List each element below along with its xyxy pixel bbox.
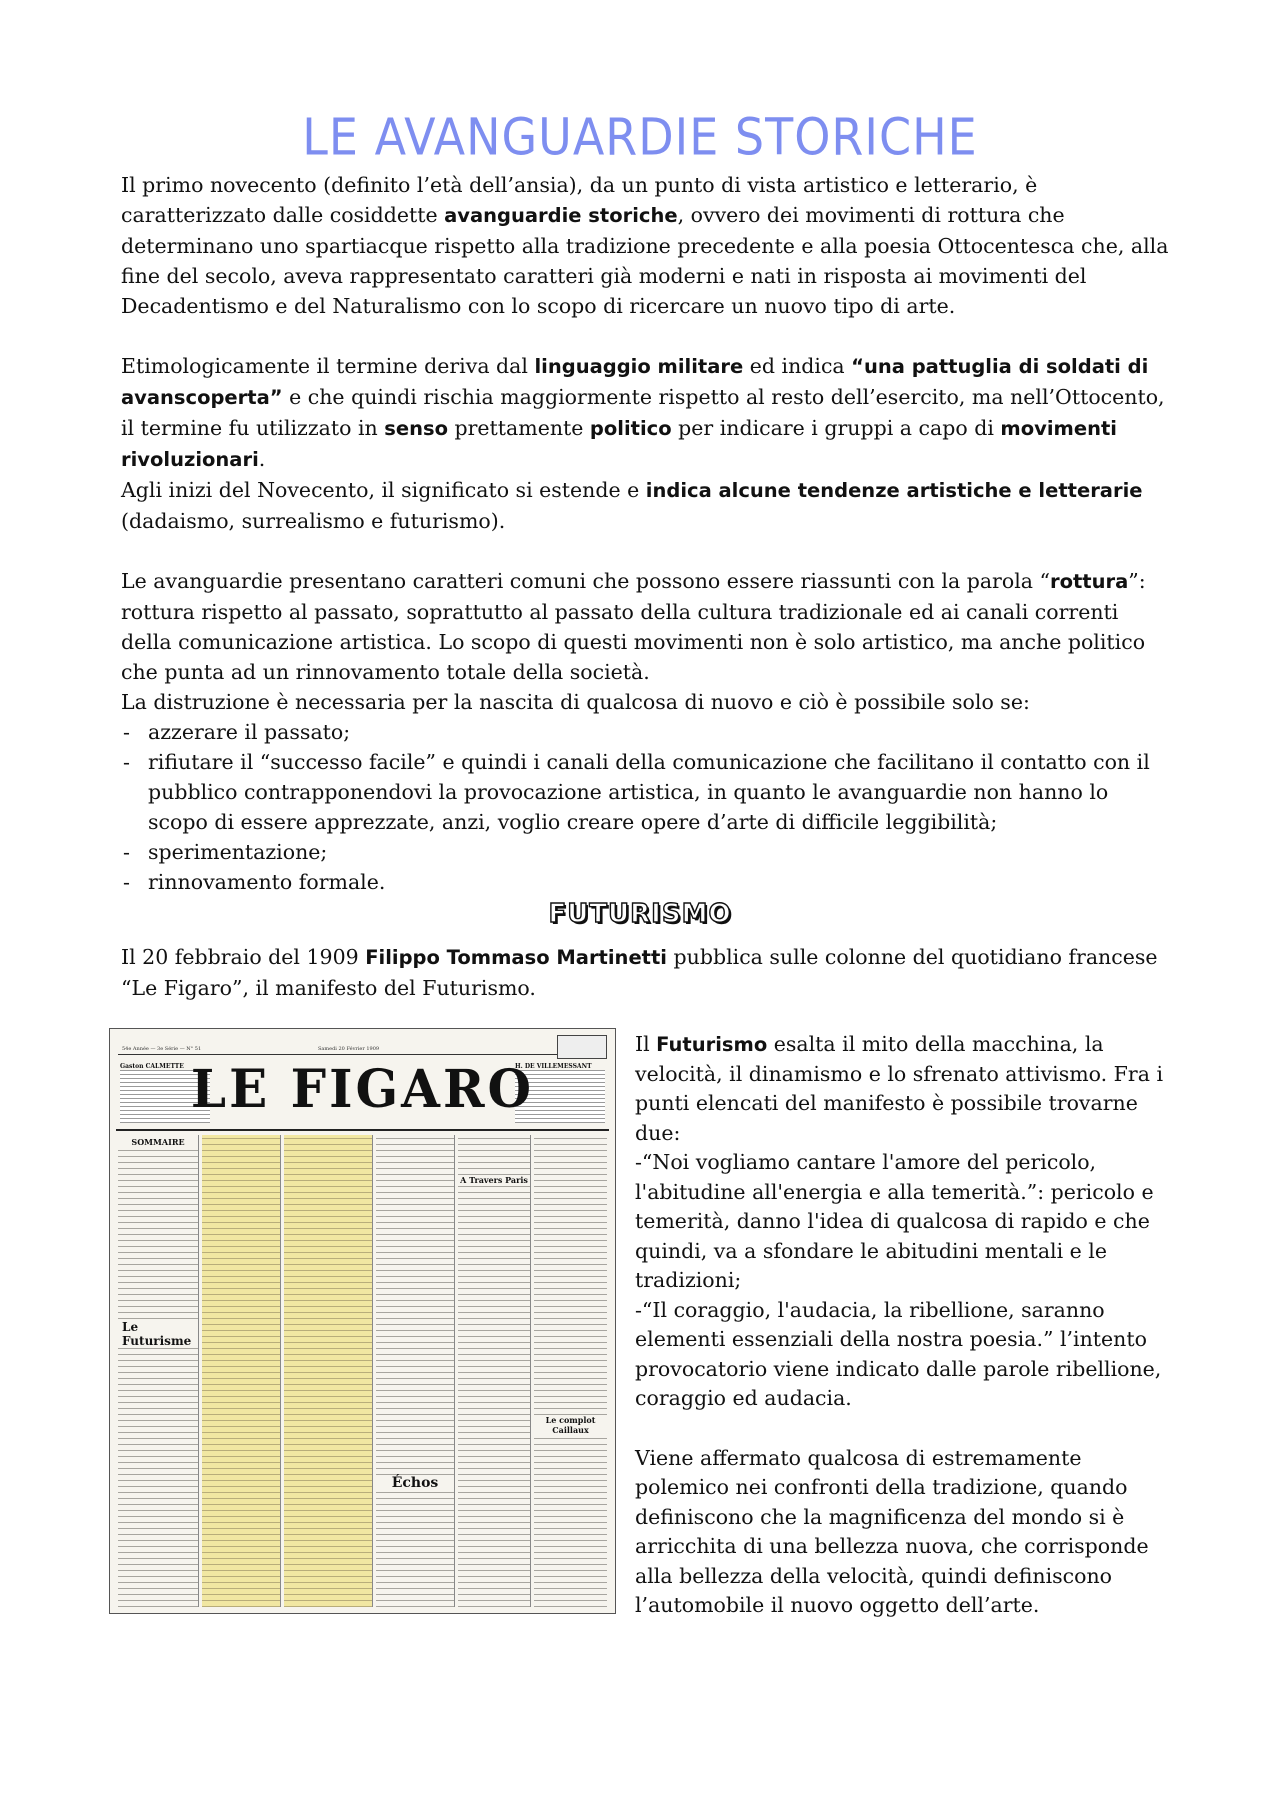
newspaper-column <box>284 1135 373 1607</box>
newspaper-column: SOMMAIRE Le Futurisme <box>118 1135 199 1607</box>
paragraph-manifesto: Il 20 febbraio del 1909 Filippo Tommaso Martinetti pubblica sulle colonne del quotidiano francese “Le Figaro”, il manifesto del Futurismo. <box>121 945 1158 1000</box>
paragraph-futurismo: Il Futurismo esalta il mito della macchina, la velocità, il dinamismo e lo sfrenato attivismo. Fra i punti elencati del manifesto è possibile trovarne due: <box>635 1032 1163 1145</box>
list-item: - sperimentazione; <box>121 837 1171 867</box>
newspaper-header-strip: 54e Année — 3e Série — N° 51 Samedi 20 Février 1909 <box>118 1045 607 1055</box>
paragraph-intro: Il primo novecento (definito l’età dell’ansia), da un punto di vista artistico e letterario, è caratterizzato dalle cosiddette avanguardie storiche, ovvero dei movimenti di rottura che determinano uno spartiacque rispetto alla tradizione precedente e alla poesia Ottocentesca che, alla fine del secolo, aveva rappresentato caratteri già moderni e nati in risposta ai movimenti del Decadentismo e del Naturalismo con lo scopo di ricercare un nuovo tipo di arte. <box>121 173 1169 318</box>
list-item: - rifiutare il “successo facile” e quindi i canali della comunicazione che facilitano il contatto con il pubblico contrapponendovi la provocazione artistica, in quanto le avanguardie non hanno lo scopo di essere apprezzate, anzi, voglio creare opere d’arte di difficile leggibilità; <box>121 747 1171 837</box>
newspaper-column: A Travers Paris <box>458 1135 531 1607</box>
quote-coraggio: -“Il coraggio, l'audacia, la ribellione, saranno elementi essenziali della nostra poesia.” l’intento provocatorio viene indicato dalle parole ribellione, coraggio ed audacia. <box>635 1297 1162 1410</box>
newspaper-left-box: Gaston CALMETTE <box>120 1063 210 1123</box>
section-title-futurismo: FUTURISMO <box>548 899 732 929</box>
paragraph-novecento: Agli inizi del Novecento, il significato si estende e indica alcune tendenze artistiche e letterarie (dadaismo, surrealismo e futurismo). <box>121 478 1143 533</box>
paragraph-rottura: Le avanguardie presentano caratteri comuni che possono essere riassunti con la parola “rottura”: rottura rispetto al passato, soprattutto al passato della cultura tradizionale ed ai canali correnti della comunicazione artistica. Lo scopo di questi movimenti non è solo artistico, ma anche politico che punta ad un rinnovamento totale della società. <box>121 569 1146 684</box>
newspaper-right-box: H. DE VILLEMESSANT <box>515 1063 605 1123</box>
divider <box>116 1129 609 1131</box>
futurismo-description <box>635 1030 1170 1621</box>
newspaper-column: Échos <box>376 1135 455 1607</box>
list-item: - rinnovamento formale. <box>121 867 1171 897</box>
paragraph-distruzione: La distruzione è necessaria per la nascita di qualcosa di nuovo e ciò è possibile solo se: <box>121 690 1030 714</box>
page-title: LE AVANGUARDIE STORICHE <box>302 107 978 167</box>
newspaper-masthead: LE FIGARO <box>190 1057 535 1120</box>
paragraph-velocita: Viene affermato qualcosa di estremamente polemico nei confronti della tradizione, quando definiscono che la magnificenza del mondo si è arricchita di una bellezza nuova, che corrisponde alla bellezza della velocità, quindi definiscono l’automobile il nuovo oggetto dell’arte. <box>635 1445 1149 1617</box>
newspaper-image <box>109 1028 616 1614</box>
list-item: - azzerare il passato; <box>121 717 1171 747</box>
stamp-icon <box>557 1035 607 1059</box>
main-text <box>121 170 1171 897</box>
newspaper-column: Le complot Caillaux <box>534 1135 607 1607</box>
paragraph-etymology: Etimologicamente il termine deriva dal linguaggio militare ed indica “una pattuglia di soldati di avanscoperta” e che quindi rischia maggiormente rispetto al resto dell’esercito, ma nell’Ottocento, il termine fu utilizzato in senso prettamente politico per indicare i gruppi a capo di movimenti rivoluzionari. <box>121 354 1165 471</box>
conditions-list <box>121 717 1171 897</box>
newspaper-column <box>202 1135 281 1607</box>
quote-pericolo: -“Noi vogliamo cantare l'amore del pericolo, l'abitudine all'energia e alla temerità.”: pericolo e temerità, danno l'idea di qualcosa di rapido e che quindi, va a sfondare le abitudini mentali e le tradizioni; <box>635 1150 1154 1292</box>
